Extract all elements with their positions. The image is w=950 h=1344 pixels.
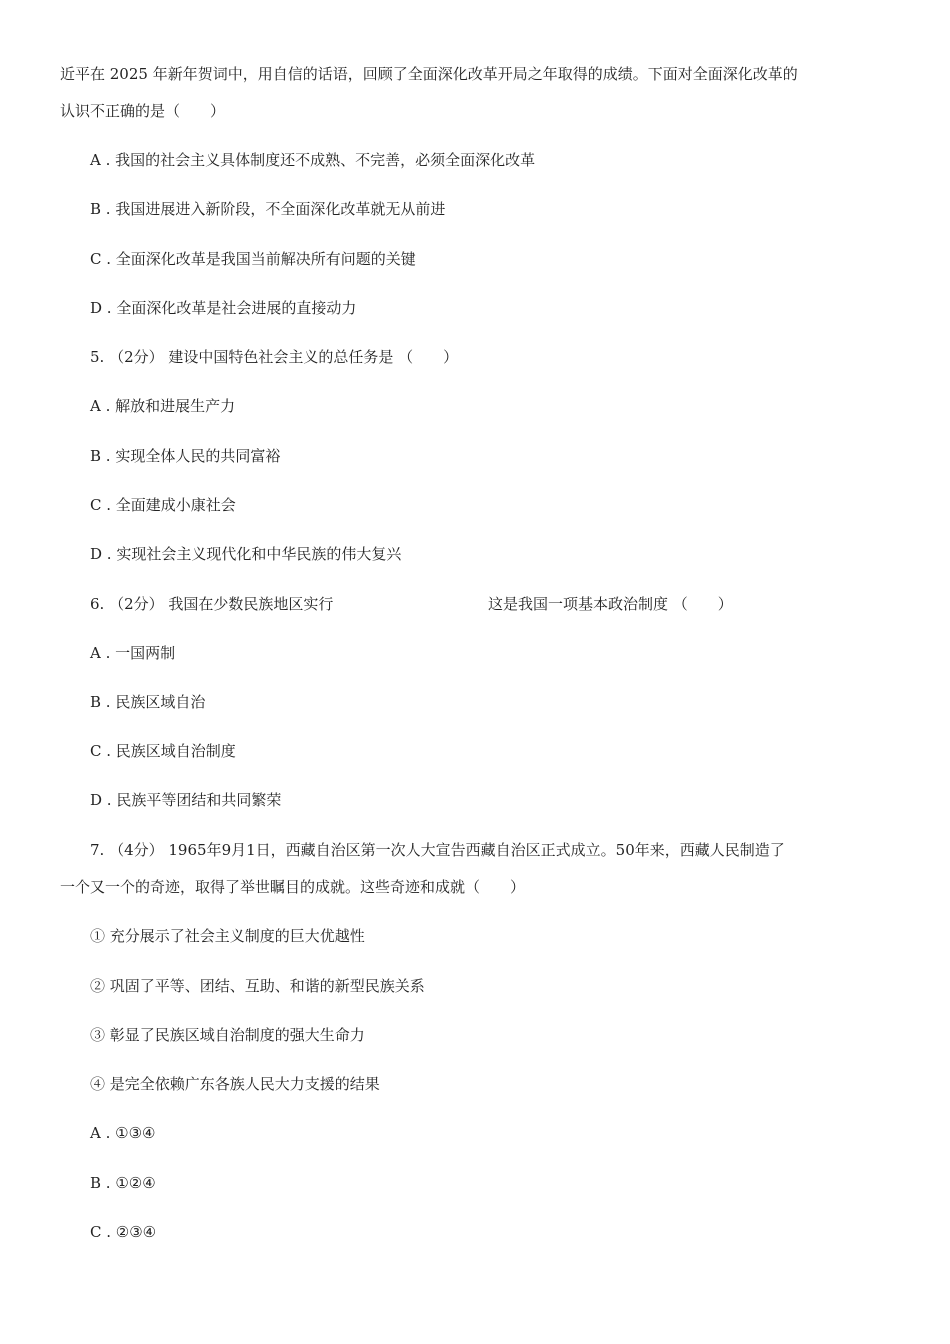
question-6-option-b: B . 民族区域自治: [90, 693, 206, 711]
question-6-stem-part-2: 这是我国一项基本政治制度 （ ）: [488, 595, 733, 613]
question-6-option-d: D . 民族平等团结和共同繁荣: [90, 791, 282, 809]
question-7-option-b: B . ①②④: [90, 1174, 156, 1192]
question-7-option-c: C . ②③④: [90, 1223, 157, 1241]
question-4-option-d: D . 全面深化改革是社会进展的直接动力: [90, 299, 357, 317]
question-7-statement-1: ① 充分展示了社会主义制度的巨大优越性: [90, 927, 365, 945]
question-4-option-c: C . 全面深化改革是我国当前解决所有问题的关键: [90, 250, 416, 268]
question-4-stem-line-1: 近平在 2025 年新年贺词中，用自信的话语，回顾了全面深化改革开局之年取得的成绩。下面对全面深化改革的: [60, 65, 798, 83]
question-5-option-a: A . 解放和进展生产力: [90, 397, 236, 415]
question-5-option-c: C . 全面建成小康社会: [90, 496, 236, 514]
question-6-option-c: C . 民族区域自治制度: [90, 742, 236, 760]
question-7-statement-4: ④ 是完全依赖广东各族人民大力支援的结果: [90, 1075, 380, 1093]
question-7-stem-line-1: 7. （4分） 1965年9月1日，西藏自治区第一次人大宣告西藏自治区正式成立。50年来，西藏人民制造了: [90, 841, 785, 859]
question-5-stem: 5. （2分） 建设中国特色社会主义的总任务是 （ ）: [90, 348, 459, 366]
question-6-option-a: A . 一国两制: [90, 644, 176, 662]
question-6-stem-part-1: 6. （2分） 我国在少数民族地区实行: [90, 595, 334, 613]
question-4-option-b: B . 我国进展进入新阶段，不全面深化改革就无从前进: [90, 200, 446, 218]
question-7-stem-line-2: 一个又一个的奇迹，取得了举世瞩目的成就。这些奇迹和成就（ ）: [60, 878, 526, 896]
question-5-option-d: D . 实现社会主义现代化和中华民族的伟大复兴: [90, 545, 402, 563]
question-7-statement-2: ② 巩固了平等、团结、互助、和谐的新型民族关系: [90, 977, 425, 995]
question-5-option-b: B . 实现全体人民的共同富裕: [90, 447, 281, 465]
question-4-option-a: A . 我国的社会主义具体制度还不成熟、不完善，必须全面深化改革: [90, 151, 536, 169]
question-7-statement-3: ③ 彰显了民族区域自治制度的强大生命力: [90, 1026, 365, 1044]
question-4-stem-line-2: 认识不正确的是（ ）: [60, 102, 226, 120]
question-7-option-a: A . ①③④: [90, 1124, 156, 1142]
